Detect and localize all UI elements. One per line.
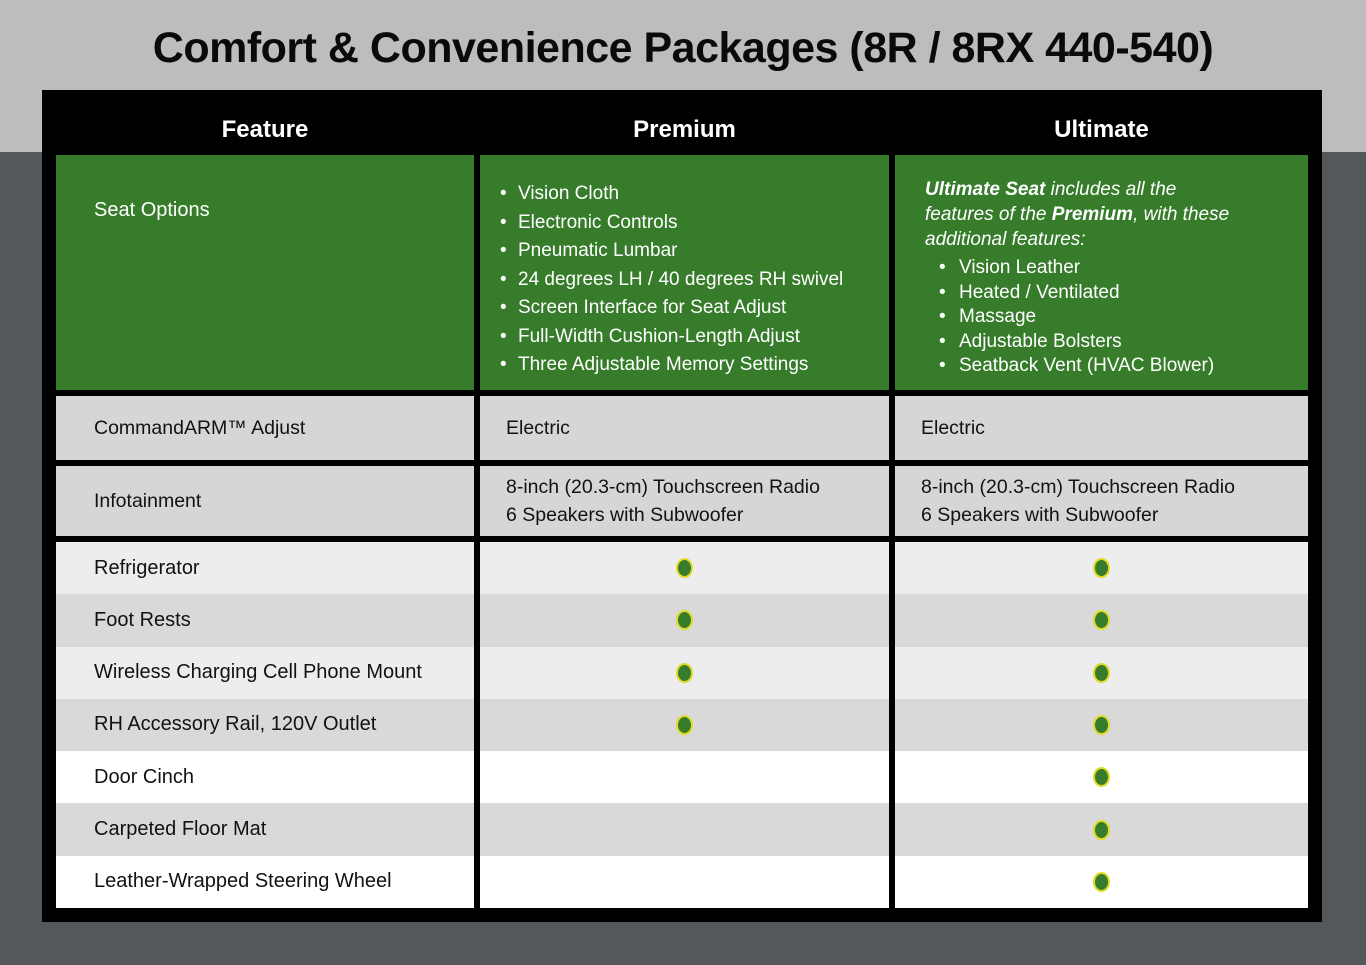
table-row-leather-steering-wheel xyxy=(56,856,1308,908)
intro-text-tail: , with these additional features: xyxy=(925,204,1230,250)
page-title: Comfort & Convenience Packages (8R / 8RX 440-540) xyxy=(152,24,1214,72)
premium-availability-cell xyxy=(480,594,889,646)
included-dot-icon xyxy=(1093,767,1110,787)
premium-availability-cell xyxy=(480,856,889,908)
premium-availability-cell xyxy=(480,803,889,855)
premium-availability-cell xyxy=(480,699,889,751)
value-line: 6 Speakers with Subwoofer xyxy=(506,504,744,526)
included-dot-icon xyxy=(1093,610,1110,630)
comparison-table xyxy=(42,90,1322,922)
feature-label: RH Accessory Rail, 120V Outlet xyxy=(56,699,474,751)
list-item: • Vision Cloth xyxy=(498,180,883,209)
seat-options-premium-cell xyxy=(480,155,889,390)
list-item: • Seatback Vent (HVAC Blower) xyxy=(937,354,1298,379)
intro-bold-lead: Ultimate Seat xyxy=(925,179,1046,200)
commandarm-premium-cell xyxy=(480,396,889,460)
value-line: 8-inch (20.3-cm) Touchscreen Radio xyxy=(506,476,820,498)
list-item: • Adjustable Bolsters xyxy=(937,330,1298,355)
seat-options-row xyxy=(56,155,1308,390)
included-dot-icon xyxy=(1093,820,1110,840)
table-row-wireless-charging xyxy=(56,647,1308,699)
table-header-row xyxy=(56,104,1308,155)
table-row-door-cinch xyxy=(56,751,1308,803)
column-header-feature: Feature xyxy=(221,115,309,143)
included-dot-icon xyxy=(1093,663,1110,683)
feature-label: Refrigerator xyxy=(56,542,474,594)
list-item: • Heated / Ventilated xyxy=(937,281,1298,306)
list-item: • 24 degrees LH / 40 degrees RH swivel xyxy=(498,266,883,295)
infotainment-premium-cell xyxy=(480,466,889,536)
ultimate-availability-cell xyxy=(895,751,1308,803)
table-row-carpeted-floor-mat xyxy=(56,803,1308,855)
commandarm-ultimate-cell xyxy=(895,396,1308,460)
ultimate-availability-cell xyxy=(895,699,1308,751)
ultimate-seat-intro xyxy=(925,177,1243,252)
table-row-foot-rests xyxy=(56,594,1308,646)
intro-text-mid: includes all the features of the xyxy=(925,179,1177,225)
included-dot-icon xyxy=(676,610,693,630)
premium-availability-cell xyxy=(480,542,889,594)
included-dot-icon xyxy=(1093,715,1110,735)
value-line: Electric xyxy=(921,417,985,439)
column-header-ultimate: Ultimate xyxy=(1054,115,1149,143)
availability-rows xyxy=(56,542,1308,908)
included-dot-icon xyxy=(1093,558,1110,578)
value-line: 8-inch (20.3-cm) Touchscreen Radio xyxy=(921,476,1235,498)
list-item: • Full-Width Cushion-Length Adjust xyxy=(498,323,883,352)
ultimate-availability-cell xyxy=(895,856,1308,908)
feature-label: Door Cinch xyxy=(56,751,474,803)
seat-options-ultimate-cell xyxy=(895,155,1308,390)
list-item: • Electronic Controls xyxy=(498,209,883,238)
ultimate-availability-cell xyxy=(895,542,1308,594)
list-item: • Screen Interface for Seat Adjust xyxy=(498,294,883,323)
included-dot-icon xyxy=(1093,872,1110,892)
list-item: • Vision Leather xyxy=(937,256,1298,281)
ultimate-availability-cell xyxy=(895,594,1308,646)
table-row-rh-accessory-rail xyxy=(56,699,1308,751)
intro-bold-mid: Premium xyxy=(1051,204,1134,225)
list-item: • Massage xyxy=(937,305,1298,330)
value-line: 6 Speakers with Subwoofer xyxy=(921,504,1159,526)
value-line: Electric xyxy=(506,417,570,439)
infotainment-feature-cell: Infotainment xyxy=(56,466,474,536)
premium-availability-cell xyxy=(480,751,889,803)
feature-label: Foot Rests xyxy=(56,594,474,646)
infotainment-ultimate-cell xyxy=(895,466,1308,536)
list-item: • Three Adjustable Memory Settings xyxy=(498,351,883,380)
column-header-premium: Premium xyxy=(633,115,736,143)
list-item: • Pneumatic Lumbar xyxy=(498,237,883,266)
ultimate-seat-feature-list xyxy=(937,256,1298,379)
feature-label: Leather-Wrapped Steering Wheel xyxy=(56,856,474,908)
commandarm-feature-cell: CommandARM™ Adjust xyxy=(56,396,474,460)
commandarm-row xyxy=(56,396,1308,460)
feature-label: Wireless Charging Cell Phone Mount xyxy=(56,647,474,699)
infotainment-row xyxy=(56,466,1308,536)
ultimate-availability-cell xyxy=(895,803,1308,855)
ultimate-availability-cell xyxy=(895,647,1308,699)
premium-availability-cell xyxy=(480,647,889,699)
seat-options-feature-cell: Seat Options xyxy=(56,155,474,390)
table-row-refrigerator xyxy=(56,542,1308,594)
feature-label: Carpeted Floor Mat xyxy=(56,803,474,855)
included-dot-icon xyxy=(676,715,693,735)
included-dot-icon xyxy=(676,558,693,578)
premium-seat-feature-list xyxy=(480,155,889,380)
included-dot-icon xyxy=(676,663,693,683)
